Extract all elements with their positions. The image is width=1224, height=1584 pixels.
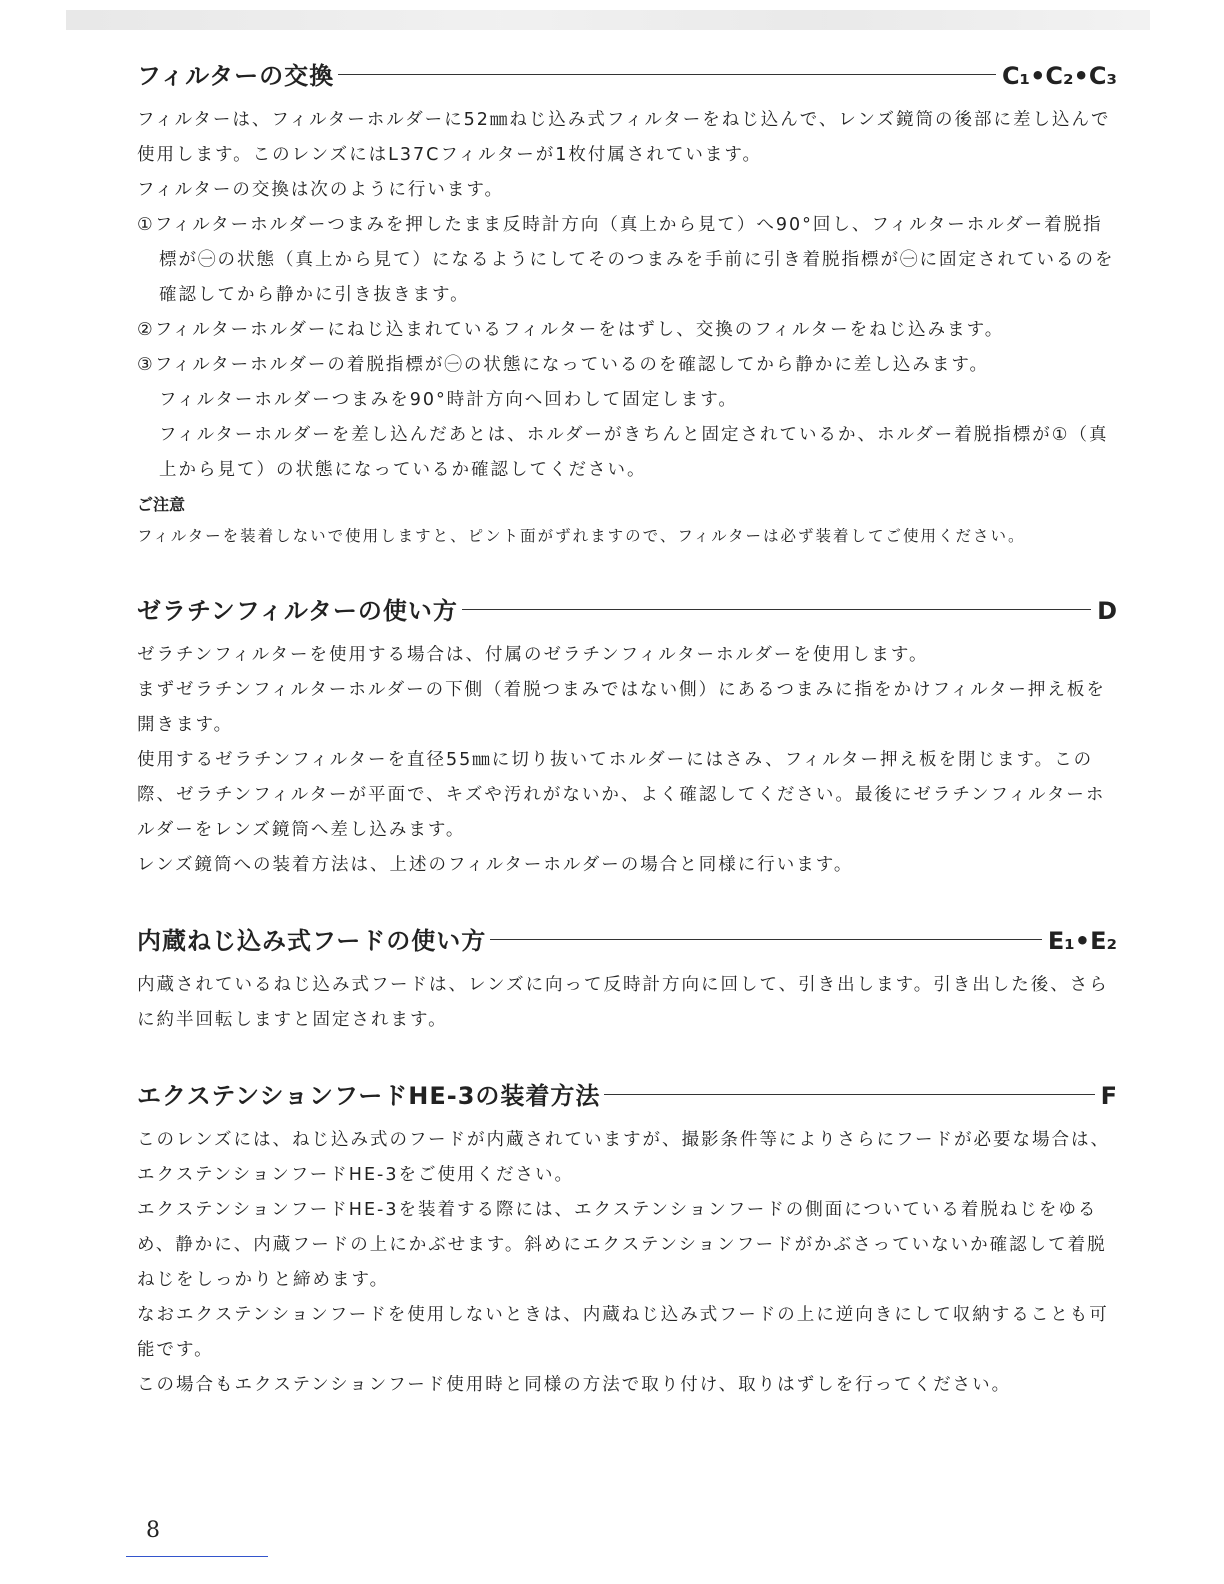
caution-text: フィルターを装着しないで使用しますと、ピント面がずれますので、フィルターは必ず装着してご使用ください。 xyxy=(137,527,1026,545)
step-note: フィルターホルダーつまみを90°時計方向へ回わして固定します。 xyxy=(159,390,738,410)
paragraph: この場合もエクステンションフード使用時と同様の方法で取り付け、取りはずしを行ってください。 xyxy=(137,1375,1012,1395)
leader-line xyxy=(462,609,1091,610)
caution-title: ご注意 xyxy=(137,495,186,514)
section-title: エクステンションフードHE-3の装着方法 xyxy=(137,1082,601,1110)
page-content xyxy=(137,56,1117,1403)
paragraph: なおエクステンションフードを使用しないときは、内蔵ねじ込み式フードの上に逆向きにして収納することも可能です。 xyxy=(137,1305,1109,1360)
leader-line xyxy=(604,1094,1094,1095)
paragraph: ゼラチンフィルターを使用する場合は、付属のゼラチンフィルターホルダーを使用します。 xyxy=(137,645,929,665)
figure-ref: C₁•C₂•C₃ xyxy=(1001,62,1117,90)
page-number: 8 xyxy=(146,1518,160,1543)
section-title: フィルターの交換 xyxy=(137,62,335,90)
paragraph: フィルターは、フィルターホルダーに52㎜ねじ込み式フィルターをねじ込んで、レンズ鏡筒の後部に差し込んで使用します。このレンズにはL37Cフィルターが1枚付属されています。 xyxy=(137,110,1111,165)
section-title: 内蔵ねじ込み式フードの使い方 xyxy=(137,927,487,955)
paragraph: まずゼラチンフィルターホルダーの下側（着脱つまみではない側）にあるつまみに指をかけフィルター押え板を開きます。 xyxy=(137,680,1106,735)
leader-line xyxy=(490,939,1042,940)
step-item: ②フィルターホルダーにねじ込まれているフィルターをはずし、交換のフィルターをねじ込みます。 xyxy=(137,320,1005,340)
paragraph: 使用するゼラチンフィルターを直径55㎜に切り抜いてホルダーにはさみ、フィルター押え板を閉じます。この際、ゼラチンフィルターが平面で、キズや汚れがないか、よく確認してください。最後にゼラチンフィルターホルダーをレンズ鏡筒へ差し込みます。 xyxy=(137,750,1106,840)
figure-ref: D xyxy=(1097,597,1117,625)
section-heading-builtin-hood xyxy=(137,921,1117,956)
paragraph: エクステンションフードHE-3を装着する際には、エクステンションフードの側面についている着脱ねじをゆるめ、静かに、内蔵フードの上にかぶせます。斜めにエクステンションフードがかぶさっていないか確認して着脱ねじをしっかりと締めます。 xyxy=(137,1200,1107,1290)
section-heading-extension-hood xyxy=(137,1076,1117,1111)
section-heading-gelatin-filter xyxy=(137,591,1117,626)
leader-line xyxy=(338,74,996,75)
section-title: ゼラチンフィルターの使い方 xyxy=(137,597,458,625)
paragraph: このレンズには、ねじ込み式のフードが内蔵されていますが、撮影条件等によりさらにフードが必要な場合は、エクステンションフードHE-3をご使用ください。 xyxy=(137,1130,1110,1185)
paragraph: レンズ鏡筒への装着方法は、上述のフィルターホルダーの場合と同様に行います。 xyxy=(137,855,854,875)
scan-top-band xyxy=(66,10,1150,30)
paragraph: 内蔵されているねじ込み式フードは、レンズに向って反時計方向に回して、引き出します。引き出した後、さらに約半回転しますと固定されます。 xyxy=(137,975,1109,1030)
step-note: フィルターホルダーを差し込んだあとは、ホルダーがきちんと固定されているか、ホルダー着脱指標が①（真上から見て）の状態になっているか確認してください。 xyxy=(159,425,1109,480)
section-heading-filter-exchange xyxy=(137,56,1117,91)
bottom-rule xyxy=(126,1556,268,1557)
figure-ref: F xyxy=(1100,1082,1117,1110)
step-item: ③フィルターホルダーの着脱指標が㊀の状態になっているのを確認してから静かに差し込みます。 xyxy=(137,355,989,375)
step-item: ①フィルターホルダーつまみを押したまま反時計方向（真上から見て）へ90°回し、フィルターホルダー着脱指標が㊀の状態（真上から見て）になるようにしてそのつまみを手前に引き着脱指標が㊀に固定されているのを確認してから静かに引き抜きます。 xyxy=(137,215,1115,305)
paragraph: フィルターの交換は次のように行います。 xyxy=(137,180,504,200)
figure-ref: E₁•E₂ xyxy=(1047,927,1117,955)
